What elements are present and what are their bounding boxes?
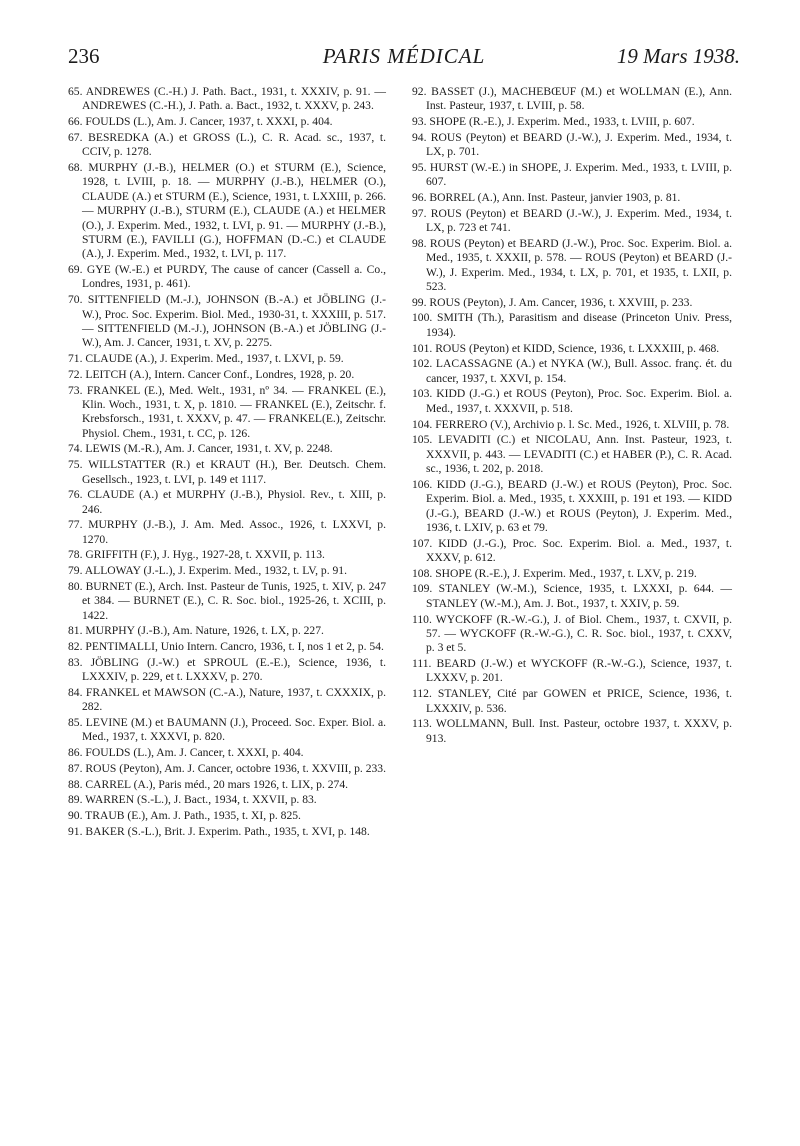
reference-entry: 81. MURPHY (J.-B.), Am. Nature, 1926, t. LX, p. 227.	[68, 624, 324, 638]
reference-entry: 88. CARREL (A.), Paris méd., 20 mars 1926, t. LIX, p. 274.	[68, 777, 349, 791]
reference-entry: 105. LEVADITI (C.) et NICOLAU, Ann. Inst. Pasteur, 1923, t. XXXVII, p. 443. — LEVADITI (C.) et HABER (P.), C. R. Acad. sc., 1936, t. 202, p. 2018.	[412, 433, 732, 476]
reference-entry: 78. GRIFFITH (F.), J. Hyg., 1927-28, t. XXVII, p. 113.	[68, 548, 325, 562]
reference-entry: 85. LEVINE (M.) et BAUMANN (J.), Proceed. Soc. Exper. Biol. a. Med., 1937, t. XXXVI, p. 820.	[68, 716, 386, 744]
reference-entry: 102. LACASSAGNE (A.) et NYKA (W.), Bull. Assoc. franç. ét. du cancer, 1937, t. XXVI, p. 154.	[412, 357, 732, 385]
reference-entry: 80. BURNET (E.), Arch. Inst. Pasteur de Tunis, 1925, t. XIV, p. 247 et 384. — BURNET (E.), C. R. Soc. biol., 1925-26, t. XCIII, p. 1422.	[68, 579, 386, 622]
reference-entry: 74. LEWIS (M.-R.), Am. J. Cancer, 1931, t. XV, p. 2248.	[68, 442, 333, 456]
reference-entry: 72. LEITCH (A.), Intern. Cancer Conf., Londres, 1928, p. 20.	[68, 367, 355, 381]
reference-entry: 93. SHOPE (R.-E.), J. Experim. Med., 1933, t. LVIII, p. 607.	[412, 115, 695, 129]
reference-entry: 104. FERRERO (V.), Archivio p. l. Sc. Med., 1926, t. XLVIII, p. 78.	[412, 417, 730, 431]
reference-entry: 99. ROUS (Peyton), J. Am. Cancer, 1936, t. XXVIII, p. 233.	[412, 295, 693, 309]
journal-title: PARIS MÉDICAL	[322, 44, 486, 68]
reference-entry: 65. ANDREWES (C.-H.) J. Path. Bact., 1931, t. XXXIV, p. 91. — ANDREWES (C.-H.), J. Path. a. Bact., 1932, t. XXXV, p. 243.	[68, 85, 386, 113]
reference-entry: 76. CLAUDE (A.) et MURPHY (J.-B.), Physiol. Rev., t. XIII, p. 246.	[68, 488, 386, 516]
reference-entry: 75. WILLSTATTER (R.) et KRAUT (H.), Ber. Deutsch. Chem. Gesellsch., 1923, t. LVI, p. 149 et 1117.	[68, 458, 386, 486]
references-left-column	[68, 85, 386, 840]
reference-entry: 111. BEARD (J.-W.) et WYCKOFF (R.-W.-G.), Science, 1937, t. LXXXV, p. 201.	[412, 657, 732, 685]
reference-entry: 97. ROUS (Peyton) et BEARD (J.-W.), J. Experim. Med., 1934, t. LX, p. 723 et 741.	[412, 206, 732, 235]
reference-entry: 83. JÖBLING (J.-W.) et SPROUL (E.-E.), Science, 1936, t. LXXXIV, p. 229, et t. LXXXV, p. 270.	[68, 655, 386, 684]
reference-entry: 77. MURPHY (J.-B.), J. Am. Med. Assoc., 1926, t. LXXVI, p. 1270.	[68, 518, 386, 546]
reference-entry: 79. ALLOWAY (J.-L.), J. Experim. Med., 1932, t. LV, p. 91.	[68, 564, 347, 578]
reference-entry: 87. ROUS (Peyton), Am. J. Cancer, octobre 1936, t. XXVIII, p. 233.	[68, 761, 387, 775]
reference-entry: 110. WYCKOFF (R.-W.-G.), J. of Biol. Chem., 1937, t. CXVII, p. 57. — WYCKOFF (R.-W.-G.), C. R. Soc. biol., 1937, t. CXXV, p. 3 et 5.	[412, 612, 732, 655]
reference-entry: 67. BESREDKA (A.) et GROSS (L.), C. R. Acad. sc., 1937, t. CCIV, p. 1278.	[68, 130, 386, 159]
reference-entry: 113. WOLLMANN, Bull. Inst. Pasteur, octobre 1937, t. XXXV, p. 913.	[412, 717, 732, 745]
references-right-column	[412, 85, 732, 747]
reference-entry: 98. ROUS (Peyton) et BEARD (J.-W.), Proc. Soc. Experim. Biol. a. Med., 1935, t. XXXII, p. 578. — ROUS (Peyton) et BEARD (J.-W.), J. Experim. Med., 1934, t. LX, p. 701, et 1935, t. LXII, p. 523.	[412, 236, 732, 294]
reference-entry: 101. ROUS (Peyton) et KIDD, Science, 1936, t. LXXXIII, p. 468.	[412, 341, 720, 355]
reference-entry: 112. STANLEY, Cité par GOWEN et PRICE, Science, 1936, t. LXXXIV, p. 536.	[412, 687, 732, 715]
reference-entry: 109. STANLEY (W.-M.), Science, 1935, t. LXXXI, p. 644. — STANLEY (W.-M.), Am. J. Bot., 1937, t. XXIV, p. 59.	[412, 582, 732, 610]
reference-entry: 91. BAKER (S.-L.), Brit. J. Experim. Path., 1935, t. XVI, p. 148.	[68, 824, 370, 838]
reference-entry: 89. WARREN (S.-L.), J. Bact., 1934, t. XXVII, p. 83.	[68, 793, 317, 807]
reference-entry: 95. HURST (W.-E.) in SHOPE, J. Experim. Med., 1933, t. LVIII, p. 607.	[412, 160, 732, 189]
reference-entry: 86. FOULDS (L.), Am. J. Cancer, t. XXXI, p. 404.	[68, 746, 304, 760]
reference-entry: 94. ROUS (Peyton) et BEARD (J.-W.), J. Experim. Med., 1934, t. LX, p. 701.	[412, 130, 732, 159]
reference-entry: 70. SITTENFIELD (M.-J.), JOHNSON (B.-A.) et JÖBLING (J.-W.), Proc. Soc. Experim. Biol. Med., 1930-31, t. XXXIII, p. 517. — SITTENFIELD (M.-J.), JOHNSON (B.-A.) et JÖBLING (J.-W.), Am. J. Cancer, 1931, t. XV, p. 2275.	[68, 293, 386, 350]
reference-entry: 84. FRANKEL et MAWSON (C.-A.), Nature, 1937, t. CXXXIX, p. 282.	[68, 685, 386, 714]
issue-date: 19 Mars 1938.	[616, 44, 740, 68]
reference-entry: 68. MURPHY (J.-B.), HELMER (O.) et STURM (E.), Science, 1928, t. LVIII, p. 18. — MURPHY (J.-B.), HELMER (O.), CLAUDE (A.) et STURM (E.), Science, 1931, t. LXXIII, p. 266. — MURPHY (J.-B.), STURM (E.), CLAUDE (A.) et HELMER (O.), J. Experim. Med., 1932, t. LVI, p. 91. — MURPHY (J.-B.), STURM (E.), FAVILLI (G.), HOFFMAN (D.-C.) et CLAUDE (A.), J. Experim. Med., 1932, t. LVI, p. 117.	[68, 160, 386, 261]
page-number: 236	[68, 44, 100, 68]
reference-entry: 69. GYE (W.-E.) et PURDY, The cause of cancer (Cassell a. Co., Londres, 1931, p. 461).	[68, 263, 386, 291]
reference-entry: 108. SHOPE (R.-E.), J. Experim. Med., 1937, t. LXV, p. 219.	[412, 566, 697, 580]
page-header	[68, 44, 740, 72]
reference-entry: 96. BORREL (A.), Ann. Inst. Pasteur, janvier 1903, p. 81.	[412, 191, 681, 205]
reference-entry: 71. CLAUDE (A.), J. Experim. Med., 1937, t. LXVI, p. 59.	[68, 352, 344, 366]
reference-entry: 82. PENTIMALLI, Unio Intern. Cancro, 1936, t. I, nos 1 et 2, p. 54.	[68, 640, 384, 654]
reference-entry: 106. KIDD (J.-G.), BEARD (J.-W.) et ROUS (Peyton), Proc. Soc. Experim. Biol. a. Med., 1935, t. XXXIII, p. 191 et 193. — KIDD (J.-G.), BEARD (J.-W.) et ROUS (Peyton), J. Experim. Med., 1936, t. LXIV, p. 63 et 79.	[412, 477, 732, 534]
reference-entry: 92. BASSET (J.), MACHEBŒUF (M.) et WOLLMAN (E.), Ann. Inst. Pasteur, 1937, t. LVIII, p. 58.	[412, 85, 732, 113]
reference-entry: 107. KIDD (J.-G.), Proc. Soc. Experim. Biol. a. Med., 1937, t. XXXV, p. 612.	[412, 536, 732, 565]
reference-entry: 100. SMITH (Th.), Parasitism and disease (Princeton Univ. Press, 1934).	[412, 311, 732, 339]
reference-entry: 103. KIDD (J.-G.) et ROUS (Peyton), Proc. Soc. Experim. Biol. a. Med., 1937, t. XXXVII, p. 518.	[412, 387, 732, 415]
reference-entry: 90. TRAUB (E.), Am. J. Path., 1935, t. XI, p. 825.	[68, 808, 301, 822]
reference-entry: 66. FOULDS (L.), Am. J. Cancer, 1937, t. XXXI, p. 404.	[68, 115, 333, 129]
reference-entry: 73. FRANKEL (E.), Med. Welt., 1931, nº 34. — FRANKEL (E.), Klin. Woch., 1931, t. X, p. 1810. — FRANKEL (E.), Zeitschr. f. Krebsforsch., 1931, t. XXXV, p. 47. — FRANKEL(E.), Zeitschr. Physiol. Chem., 1931, t. CC, p. 126.	[68, 383, 386, 440]
